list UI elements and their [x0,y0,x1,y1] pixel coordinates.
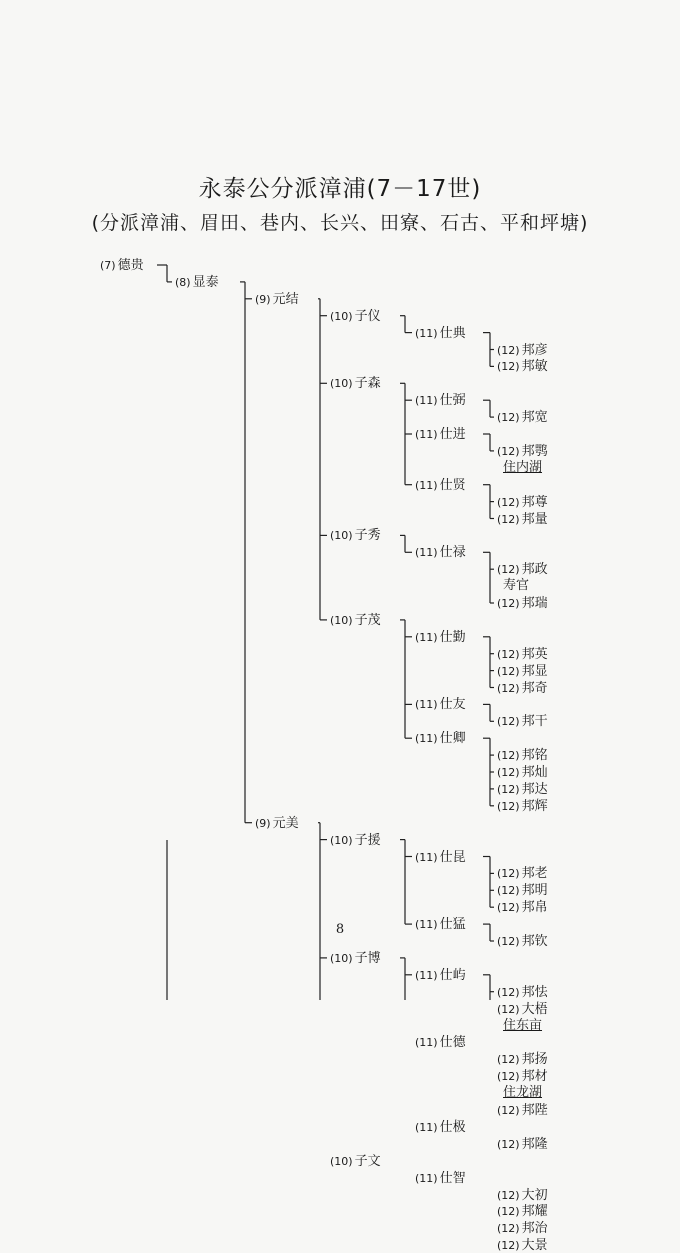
generation-number: (12) [497,647,520,661]
person-name: 邦扬 [521,1052,548,1068]
person-name: 子茂 [354,612,381,628]
generation-number: (12) [497,512,520,526]
generation-number: (12) [497,664,520,678]
person-name: 仕猛 [439,917,466,933]
person-node [415,850,466,865]
generation-number: (12) [497,1137,520,1151]
residence-note: 寿官 [503,578,530,594]
person-node [415,478,466,493]
person-name: 邦显 [521,663,548,679]
generation-number: (10) [330,951,353,965]
person-node [497,714,548,729]
generation-number: (12) [497,360,520,374]
generation-number: (12) [497,799,520,813]
generation-number: (12) [497,1053,520,1067]
person-node [255,292,299,307]
person-node [497,1052,548,1067]
generation-number: (12) [497,766,520,779]
person-name: 邦治 [521,1221,548,1237]
person-node [415,427,466,442]
generation-number: (12) [497,935,520,948]
generation-number: (12) [497,597,520,610]
person-name: 仕昆 [439,849,466,865]
person-node [497,799,548,814]
person-name: 邦敏 [521,359,548,375]
person-node [497,495,548,510]
generation-number: (10) [330,377,353,391]
person-name: 邦辉 [521,798,548,814]
person-name: 邦宽 [521,410,548,426]
person-name: 元美 [272,815,299,831]
person-node [415,697,466,712]
person-node [415,326,466,341]
person-node [330,528,381,543]
person-name: 大景 [521,1238,548,1253]
person-node [255,816,299,831]
person-name: 邦政 [521,562,548,578]
person-node [330,951,381,966]
generation-number: (12) [497,563,520,577]
person-node [175,275,219,290]
residence-note: 住内湖 [503,459,543,475]
person-node [330,309,381,324]
generation-number: (12) [497,884,520,898]
person-node [415,630,466,645]
generation-number: (12) [497,1002,520,1016]
generation-number: (11) [415,1120,438,1134]
person-name: 仕禄 [439,545,466,561]
page-subtitle: (分派漳浦、眉田、巷内、长兴、田寮、石古、平和坪塘) [91,212,589,234]
person-name: 子博 [354,950,381,966]
generation-number: (12) [497,715,520,729]
generation-number: (11) [415,698,438,712]
person-node [497,1238,548,1253]
generation-number: (9) [255,292,271,306]
page-title: 永泰公分派漳浦(7－17世) [198,176,482,202]
person-name: 子秀 [354,528,381,544]
person-name: 子援 [354,832,381,848]
person-node [100,258,144,273]
person-node [497,900,548,915]
generation-number: (10) [330,613,353,627]
person-node [330,1154,381,1169]
generation-number: (11) [415,850,438,864]
person-name: 子文 [354,1153,381,1169]
generation-number: (11) [415,326,438,340]
generation-number: (8) [175,275,191,289]
person-node [330,833,381,848]
person-node [415,545,466,560]
generation-number: (7) [100,259,116,272]
generation-number: (11) [415,732,438,746]
generation-number: (10) [330,309,353,323]
person-name: 邦彦 [521,342,548,358]
generation-number: (11) [415,968,438,982]
generation-number: (12) [497,411,520,425]
person-node [497,748,548,763]
person-name: 大初 [521,1187,548,1203]
person-node [415,968,466,983]
generation-number: (12) [497,1188,520,1202]
person-name: 邦奇 [521,680,548,696]
generation-number: (11) [415,1171,438,1185]
person-name: 邦英 [521,646,548,662]
person-node [497,782,548,797]
person-node [330,613,381,628]
person-name: 邦耀 [521,1204,548,1220]
person-name: 元结 [272,291,299,307]
person-name: 仕卿 [439,731,466,747]
person-name: 仕德 [439,1035,466,1051]
person-name: 仕智 [439,1170,466,1186]
generation-number: (10) [330,529,353,543]
person-name: 邦灿 [521,765,548,780]
generation-number: (11) [415,546,438,560]
person-name: 邦帛 [521,900,548,916]
person-name: 仕勤 [439,629,466,645]
person-node [497,512,548,527]
person-node [497,1221,548,1236]
residence-note: 住龙湖 [503,1085,543,1101]
generation-number: (11) [415,918,438,932]
generation-number: (12) [497,444,520,458]
person-node [497,596,548,611]
generation-number: (12) [497,1222,520,1236]
person-name: 仕友 [439,697,466,713]
person-name: 邦尊 [521,494,548,510]
person-node [415,1035,466,1050]
person-name: 大梧 [521,1001,548,1017]
person-node [497,1204,548,1219]
person-node [497,1069,548,1084]
person-name: 邦隆 [521,1136,548,1152]
person-name: 仕极 [439,1119,466,1135]
person-name: 子森 [354,376,381,392]
person-name: 仕弼 [439,393,466,409]
person-name: 邦鹗 [521,443,548,459]
generation-number: (12) [497,782,520,796]
generation-number: (9) [255,816,271,830]
generation-number: (12) [497,749,520,763]
person-node [497,444,548,459]
page-number: 8 [335,922,345,937]
generation-number: (12) [497,1104,520,1117]
generation-number: (11) [415,478,438,492]
generation-number: (10) [330,833,353,847]
person-name: 邦陛 [521,1103,548,1118]
person-node [415,731,466,746]
person-name: 仕典 [439,325,466,341]
person-node [415,1171,466,1186]
person-node [497,1103,548,1118]
generation-number: (12) [497,867,520,881]
person-name: 仕进 [439,427,466,442]
person-node [415,393,466,408]
person-node [415,1120,466,1135]
person-node [497,883,548,898]
generation-number: (12) [497,985,520,999]
person-name: 邦钦 [521,934,548,949]
person-name: 邦铭 [521,748,548,764]
person-name: 邦量 [521,511,548,527]
generation-number: (12) [497,1239,520,1253]
person-node [497,765,548,780]
generation-number: (10) [330,1154,353,1168]
person-node [497,359,548,374]
person-name: 德贵 [117,258,144,273]
generation-number: (12) [497,1205,520,1219]
generation-number: (12) [497,495,520,509]
person-node [497,866,548,881]
person-node [497,664,548,679]
person-name: 邦达 [521,781,548,797]
person-node [497,562,548,577]
generation-number: (11) [415,394,438,408]
person-name: 邦老 [521,866,548,882]
person-node [497,343,548,358]
generation-number: (12) [497,681,520,695]
person-node [330,376,381,391]
person-name: 仕屿 [439,967,466,983]
person-node [497,1137,548,1152]
person-name: 邦明 [521,883,548,899]
person-name: 子仪 [354,308,381,324]
person-node [497,647,548,662]
person-node [497,410,548,425]
generation-number: (12) [497,1070,520,1084]
generation-number: (12) [497,343,520,357]
generation-number: (11) [415,630,438,644]
person-node [497,1188,548,1203]
person-name: 仕贤 [439,477,466,493]
residence-note: 住东亩 [503,1017,543,1033]
person-name: 邦干 [521,714,548,730]
person-name: 显泰 [192,274,219,290]
person-name: 邦瑞 [521,596,548,611]
generation-number: (11) [415,428,438,441]
person-node [497,681,548,696]
person-name: 邦材 [521,1069,548,1085]
generation-number: (12) [497,901,520,915]
generation-number: (11) [415,1036,438,1050]
person-node [497,985,548,1000]
person-node [497,1002,548,1017]
person-name: 邦怯 [521,984,548,1000]
